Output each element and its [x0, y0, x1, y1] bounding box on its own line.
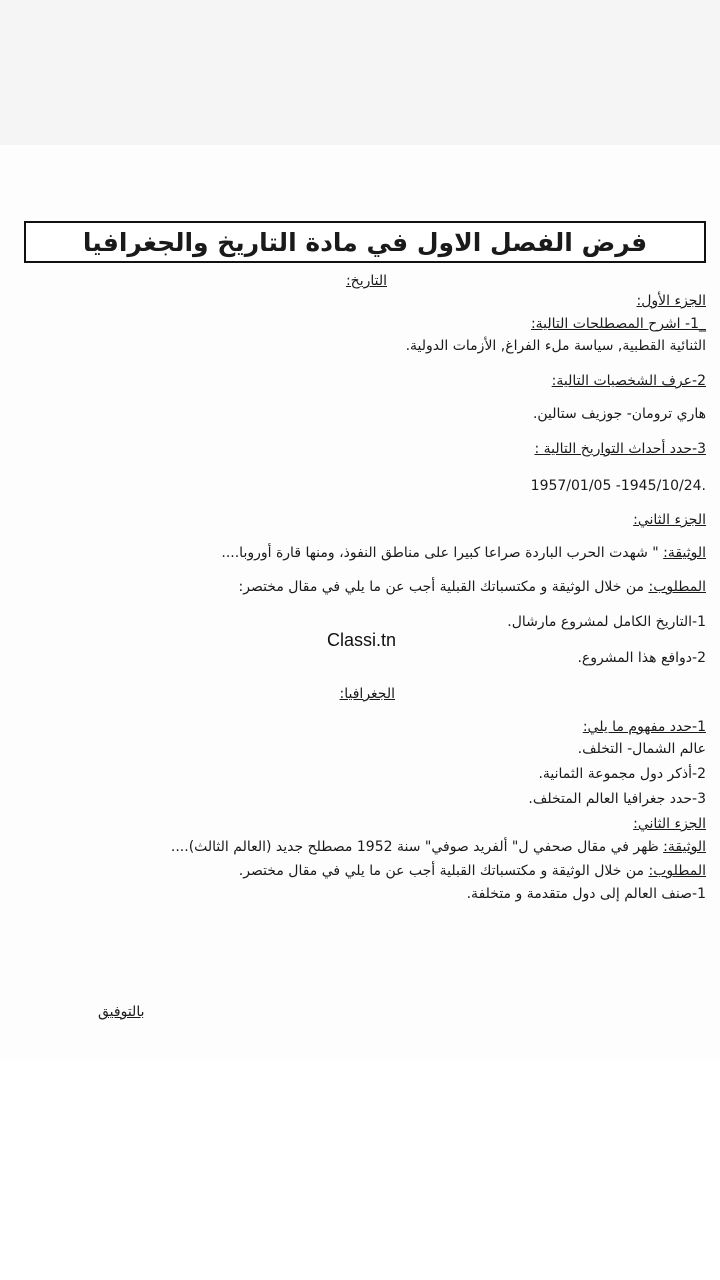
history-item-1: 1-التاريخ الكامل لمشروع مارشال. [507, 614, 706, 630]
geography-q2: 2-أذكر دول مجموعة الثمانية. [538, 766, 706, 782]
history-q3-label: 3-حدد أحداث التواريخ التالية : [534, 441, 706, 457]
geography-req-text: من خلال الوثيقة و مكتسباتك القبلية أجب عن ما يلي في مقال مختصر. [238, 863, 645, 879]
geography-q1-label: 1-حدد مفهوم ما يلي: [582, 719, 706, 735]
closing-wish: بالتوفيق [98, 1004, 145, 1020]
geography-doc-text: ظهر في مقال صحفي ل" ألفريد صوفي" سنة 1952 مصطلح جديد (العالم الثالث).... [170, 839, 659, 855]
history-request-line [239, 578, 707, 596]
bottom-margin [0, 1060, 720, 1280]
history-document-line [221, 544, 706, 562]
history-q2-label: 2-عرف الشخصيات التالية: [551, 373, 706, 389]
geography-request-line [239, 862, 706, 880]
history-item-2: 2-دوافع هذا المشروع. [577, 650, 706, 666]
history-doc-label: الوثيقة: [663, 545, 706, 561]
history-req-text: من خلال الوثيقة و مكتسباتك القبلية أجب عن ما يلي في مقال مختصر: [238, 579, 645, 595]
history-part2-heading: الجزء الثاني: [633, 512, 706, 528]
geography-document-line [171, 838, 706, 856]
top-margin [0, 0, 720, 145]
history-q1-label: _1- اشرح المصطلحات التالية: [530, 316, 706, 332]
history-q2-text: هاري ترومان- جوزيف ستالين. [532, 406, 706, 422]
geography-q3: 3-حدد جغرافيا العالم المتخلف. [528, 791, 706, 807]
exam-title: فرض الفصل الاول في مادة التاريخ والجغرافيا [24, 221, 706, 263]
history-q3-text: 1957/01/05 -1945/10/24. [530, 478, 706, 494]
geography-part2-heading: الجزء الثاني: [633, 816, 706, 832]
history-part1-heading: الجزء الأول: [636, 293, 706, 309]
history-doc-text: " شهدت الحرب الباردة صراعا كبيرا على مناطق النفوذ، ومنها قارة أوروبا.... [221, 545, 659, 561]
history-heading: التاريخ: [345, 273, 387, 289]
geography-doc-label: الوثيقة: [663, 839, 706, 855]
geography-q1-text: عالم الشمال- التخلف. [577, 741, 706, 757]
classi-watermark: Classi.tn [327, 630, 397, 650]
history-q1-text: الثنائية القطبية, سياسة ملء الفراغ, الأزمات الدولية. [405, 338, 706, 354]
geography-req-label: المطلوب: [648, 863, 706, 879]
geography-heading: الجغرافيا: [339, 686, 395, 702]
geography-item-1: 1-صنف العالم إلى دول متقدمة و متخلفة. [466, 886, 706, 902]
history-req-label: المطلوب: [648, 579, 706, 595]
